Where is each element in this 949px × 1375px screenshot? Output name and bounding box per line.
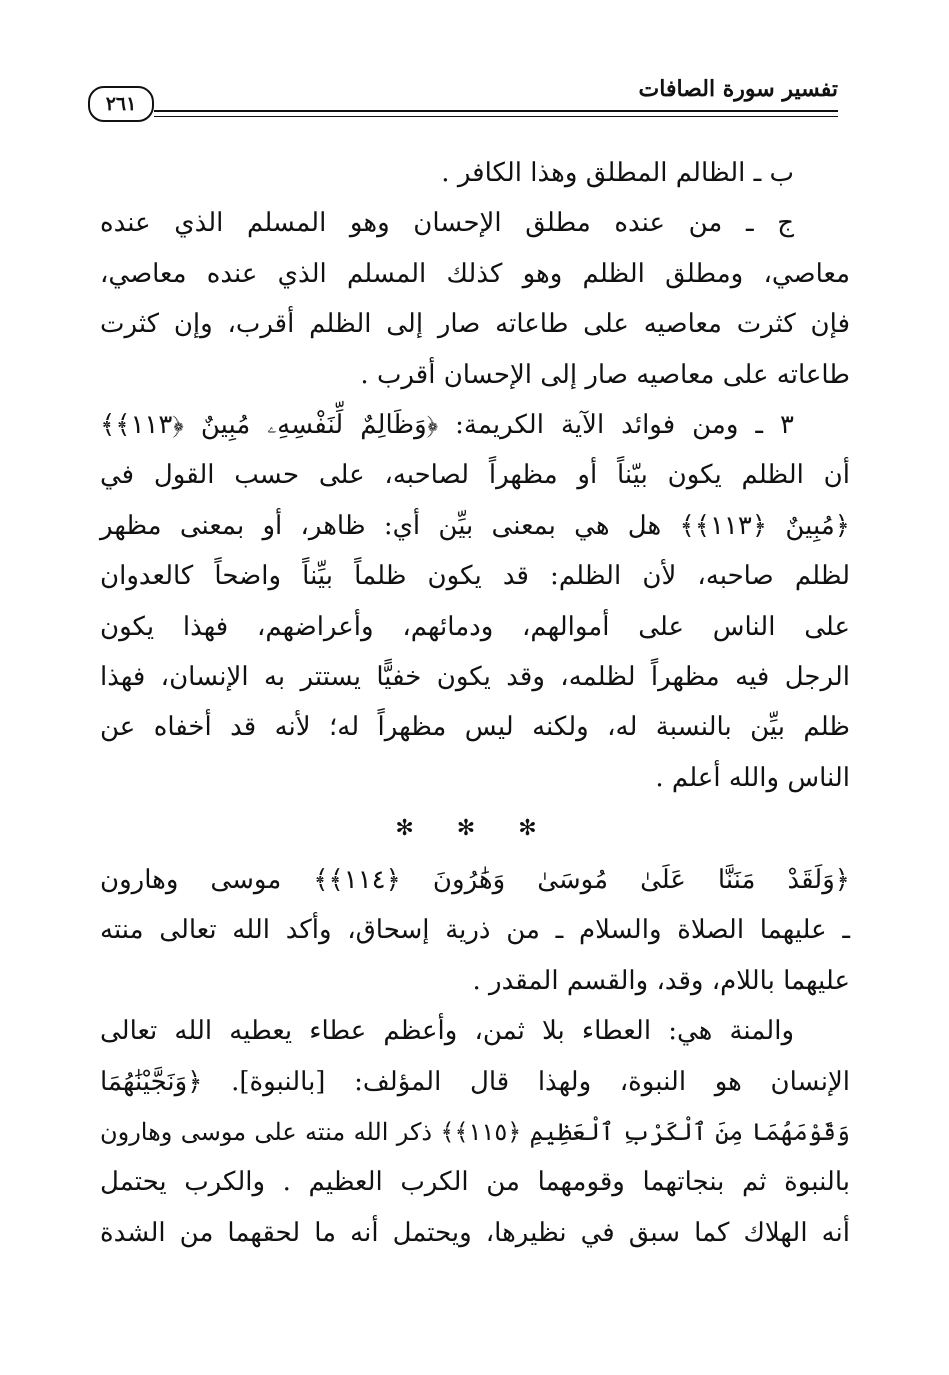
header-rule-thin [154,116,838,117]
text-line: ـ عليهما الصلاة والسلام ـ من ذرية إسحاق، وأكد الله تعالى منته [100,915,850,946]
text-line: على الناس على أموالهم، ودمائهم، وأعراضهم، فهذا يكون [100,611,850,642]
text-line: فإن كثرت معاصيه على طاعاته صار إلى الظلم أقرب، وإن كثرت [100,309,850,340]
page-number: ٢٦١ [88,86,154,122]
text-line: الناس والله أعلم . [655,762,850,793]
text-line: والمنة هي: العطاء بلا ثمن، وأعظم عطاء يعطيه الله تعالى [100,1016,794,1047]
text-line: بالنبوة ثم بنجاتهما وقومهما من الكرب العظيم . والكرب يحتمل [100,1167,850,1198]
text-line: عليهما باللام، وقد، والقسم المقدر . [472,965,850,996]
text-line: أنه الهلاك كما سبق في نظيرها، ويحتمل أنه ما لحقهما من الشدة [100,1217,850,1248]
text-line: الإنسان هو النبوة، ولهذا قال المؤلف: [بالنبوة]. ﴿وَنَجَّيْنَٰهُمَا [100,1066,850,1097]
text-line: ﴿مُبِينٌ ﴿١١٣﴾﴾ هل هي بمعنى بيِّن أي: ظاهر، أو بمعنى مظهر [100,510,850,541]
text-line: ج ـ من عنده مطلق الإحسان وهو المسلم الذي عنده [100,208,794,239]
text-line: طاعاته على معاصيه صار إلى الإحسان أقرب . [360,359,850,390]
text-line: ٣ ـ ومن فوائد الآية الكريمة: ﴿وَظَالِمٌ لِّنَفْسِهِۦ مُبِينٌ ﴿١١٣﴾﴾ [100,409,794,440]
text-line: لظلم صاحبه، لأن الظلم: قد يكون ظلماً بيِّناً واضحاً كالعدوان [100,561,850,592]
text-line: الرجل فيه مظهراً لظلمه، وقد يكون خفيًّا يستتر به الإنسان، فهذا [100,661,850,692]
text-line: وَقَوْمَهُمَا مِنَ ٱلْكَرْبِ ٱلْعَظِيمِ ﴿١١٥﴾﴾ ذكر الله منته على موسى وهارون [100,1118,850,1147]
page-header [88,76,838,132]
text-line: ﴿وَلَقَدْ مَنَنَّا عَلَىٰ مُوسَىٰ وَهَٰرُونَ ﴿١١٤﴾﴾ موسى وهارون [100,865,850,896]
text-line: معاصي، ومطلق الظلم وهو كذلك المسلم الذي عنده معاصي، [100,258,850,289]
running-title: تفسير سورة الصافات [631,76,838,102]
text-line: ب ـ الظالم المطلق وهذا الكافر . [441,158,794,188]
section-separator: ✻ ✻ ✻ [395,816,555,842]
header-rule [154,110,838,112]
text-line: ظلم بيِّن بالنسبة له، ولكنه ليس مظهراً له؛ لأنه قد أخفاه عن [100,712,850,743]
page-body [100,148,850,1258]
text-line: أن الظلم يكون بيّناً أو مظهراً لصاحبه، على حسب القول في [100,460,850,491]
